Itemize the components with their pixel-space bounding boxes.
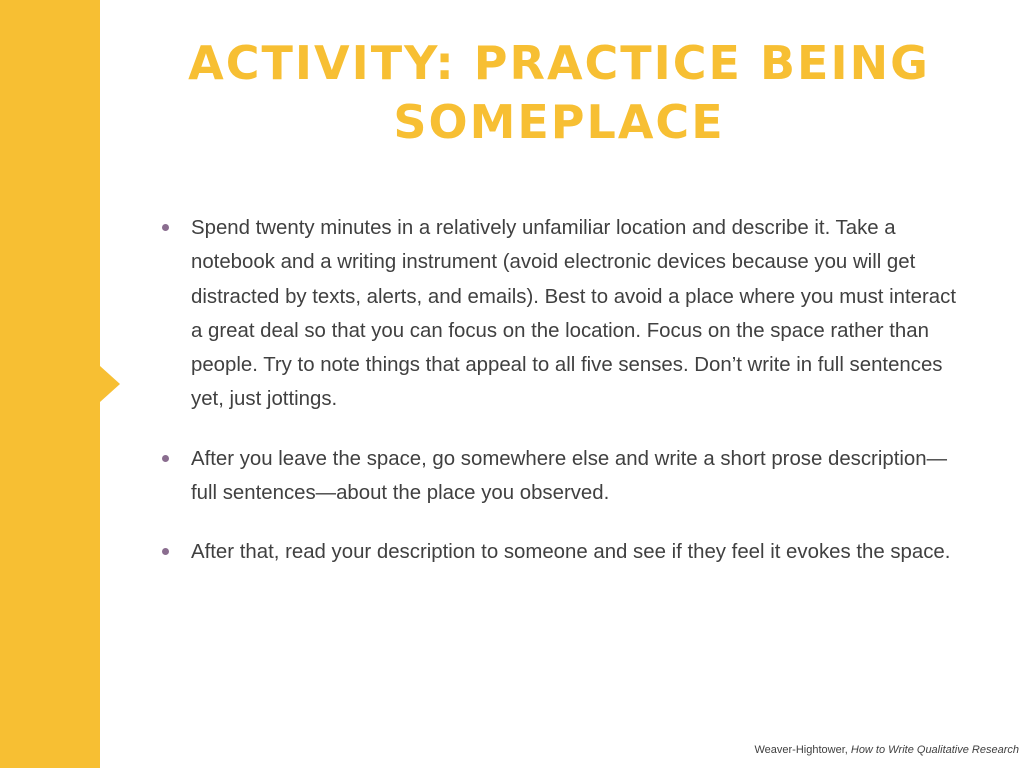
slide-title: ACTIVITY: PRACTICE BEING SOMEPLACE bbox=[188, 36, 930, 149]
bullet-text: After that, read your description to someone and see if they feel it evokes the space. bbox=[191, 541, 951, 564]
citation-book-title: How to Write Qualitative Research bbox=[850, 744, 1019, 756]
bullet-item-3 bbox=[160, 535, 966, 569]
bullet-item-2 bbox=[160, 442, 966, 511]
bullet-text: After you leave the space, go somewhere else and write a short prose description—full sentences—about the place you observed. bbox=[191, 447, 947, 505]
bullet-dot-icon bbox=[162, 455, 169, 462]
citation-author: Weaver-Hightower, bbox=[754, 744, 848, 756]
citation bbox=[754, 744, 1019, 756]
side-arrow-marker bbox=[100, 366, 120, 402]
bullet-dot-icon bbox=[162, 548, 169, 555]
bullet-list bbox=[160, 211, 966, 595]
bullet-text: Spend twenty minutes in a relatively unfamiliar location and describe it. Take a notebook and a writing instrument (avoid electronic devices because you will get distracted by texts, alerts, and emails). Best to avoid a place where you must interact a great deal so that you can focus on the location. Focus on the space rather than people. Try to note things that appeal to all five senses. Don’t write in full sentences yet, just jottings. bbox=[191, 217, 957, 411]
bullet-dot-icon bbox=[162, 224, 169, 231]
side-accent-bar bbox=[0, 0, 100, 768]
bullet-item-1 bbox=[160, 211, 966, 417]
